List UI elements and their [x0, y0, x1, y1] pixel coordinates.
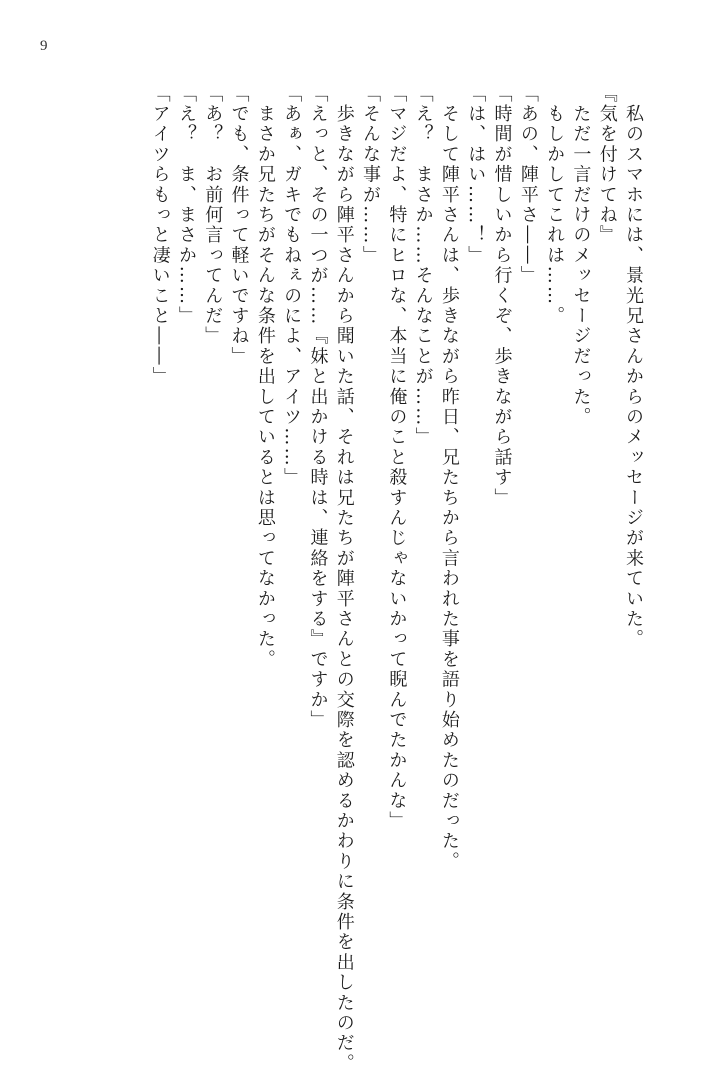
text-line: 「そんな事が……」 [360, 84, 382, 266]
text-line: 「は、はい……！」 [465, 84, 487, 266]
text-line: 「時間が惜しいから行くぞ、歩きながら話す」 [491, 84, 513, 509]
novel-body-text [66, 84, 646, 1074]
text-line: 『気を付けてね』 [596, 84, 618, 246]
text-line: そして陣平さんは、歩きながら昨日、兄たちから言われた事を語り始めたのだった。 [438, 84, 460, 872]
text-line: 「でも、条件って軽いですね」 [228, 84, 250, 367]
text-line: 「えっと、その一つが……『妹と出かける時は、連絡をする』ですか」 [307, 84, 329, 731]
text-line: 「あ？ お前何言ってんだ」 [202, 84, 224, 347]
text-line: 「アイツらもっと凄いこと――」 [149, 84, 171, 387]
text-line: 歩きながら陣平さんから聞いた話、それは兄たちが陣平さんとの交際を認めるかわりに条件を出したのだ。 [333, 84, 355, 1074]
text-line: ただ一言だけのメッセージだった。 [570, 84, 592, 428]
text-line: もしかしてこれは……。 [544, 84, 566, 327]
text-line: 「え？ まさか……そんなことが……」 [412, 84, 434, 448]
text-line: 「え？ ま、まさか……」 [175, 84, 197, 327]
page-number: 9 [40, 38, 48, 54]
text-line: 「マジだよ、特にヒロな、本当に俺のこと殺すんじゃないかって睨んでたかんな」 [386, 84, 408, 832]
text-line: 「あの、陣平さ――」 [517, 84, 539, 286]
text-line: まさか兄たちがそんな条件を出しているとは思ってなかった。 [254, 84, 276, 670]
text-line: 私のスマホには、景光兄さんからのメッセージが来ていた。 [623, 84, 644, 650]
text-line: 「あぁ、ガキでもねぇのによ、アイツ……」 [281, 84, 303, 488]
